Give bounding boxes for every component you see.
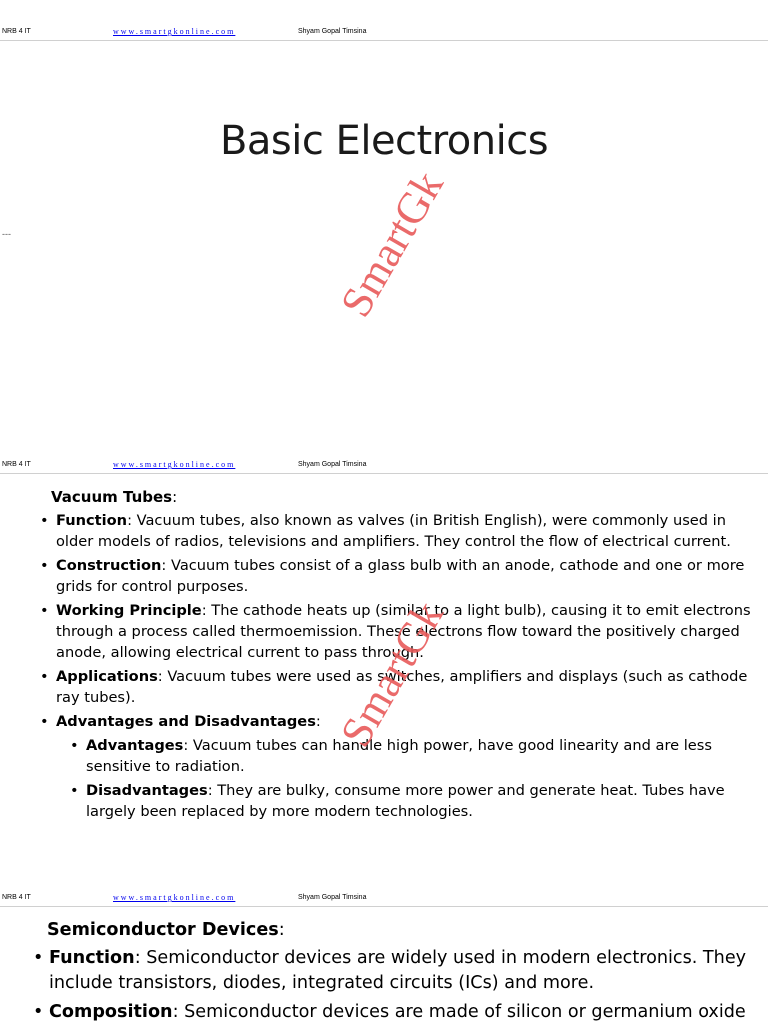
sub-bullet-list xyxy=(70,735,760,822)
dash-mark: --- xyxy=(2,229,11,239)
watermark: SmartGk xyxy=(330,592,453,755)
page-header xyxy=(0,892,768,907)
list-item: • Construction: Vacuum tubes consist of a glass bulb with an anode, cathode and one or more grids for control purposes. xyxy=(40,555,760,597)
header-link[interactable]: www.smartgkonline.com xyxy=(113,460,236,469)
section-heading: Vacuum Tubes: xyxy=(51,488,178,506)
bullet-list xyxy=(33,946,763,1029)
list-item: • Applications: Vacuum tubes were used as switches, amplifiers and displays (such as cathode ray tubes). xyxy=(40,666,760,708)
header-org: NRB 4 IT xyxy=(2,894,31,901)
list-item: • Working Principle: The cathode heats up (similar to a light bulb), causing it to emit electrons through a process called thermoemission. These electrons flow toward the positively charged anode, allowing electrical current to pass through. xyxy=(40,600,760,663)
header-link[interactable]: www.smartgkonline.com xyxy=(113,27,236,36)
list-item: • Disadvantages: They are bulky, consume more power and generate heat. Tubes have largely been replaced by more modern technologies. xyxy=(70,780,760,822)
list-item: • Composition: Semiconductor devices are made of silicon or germanium oxide xyxy=(33,1000,763,1025)
header-author: Shyam Gopal Timsina xyxy=(298,894,367,901)
header-link[interactable]: www.smartgkonline.com xyxy=(113,893,236,902)
header-author: Shyam Gopal Timsina xyxy=(298,461,367,468)
page-header xyxy=(0,459,768,474)
header-org: NRB 4 IT xyxy=(2,28,31,35)
list-item: • Advantages: Vacuum tubes can handle high power, have good linearity and are less sensitive to radiation. xyxy=(70,735,760,777)
list-item: • Function: Semiconductor devices are widely used in modern electronics. They include transistors, diodes, integrated circuits (ICs) and more. xyxy=(33,946,763,996)
header-org: NRB 4 IT xyxy=(2,461,31,468)
header-author: Shyam Gopal Timsina xyxy=(298,28,367,35)
list-item: • Function: Vacuum tubes, also known as valves (in British English), were commonly used in older models of radios, televisions and amplifiers. They control the flow of electrical current. xyxy=(40,510,760,552)
page-header xyxy=(0,26,768,41)
slide-title: Basic Electronics xyxy=(219,118,549,164)
watermark: SmartGk xyxy=(330,162,453,325)
list-item: • Advantages and Disadvantages: • Advantages: Vacuum tubes can handle high power, have good linearity and are less sensitive to radiation. • Disadvantages: They are bulky, consume more power and generate heat. Tubes have largely been replaced by more modern technologies. xyxy=(40,711,760,822)
section-heading: Semiconductor Devices: xyxy=(47,920,285,940)
